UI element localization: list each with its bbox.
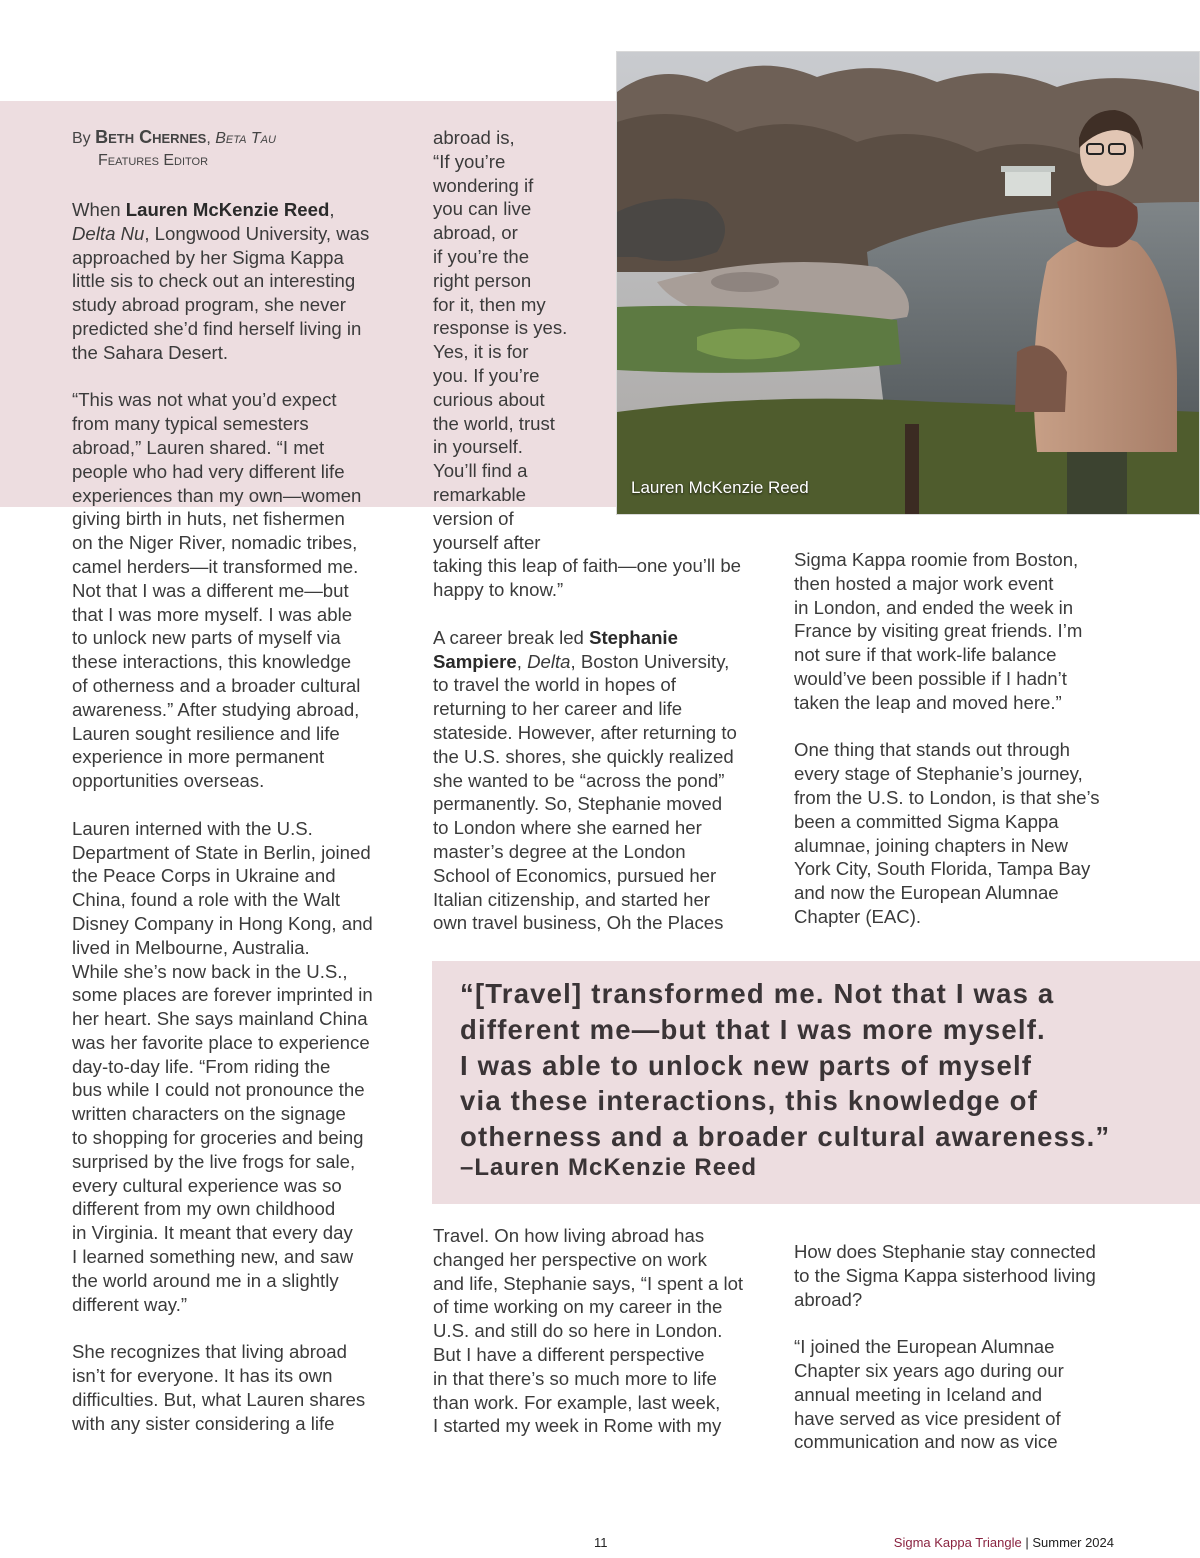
col2-paragraph-3 [433, 1224, 773, 1438]
text-line: returning to her career and life [433, 698, 683, 720]
text-line: in yourself. [433, 436, 523, 458]
text-line: I learned something new, and saw [72, 1246, 354, 1268]
col1-paragraph-1 [72, 198, 407, 365]
text-line: approached by her Sigma Kappa [72, 246, 344, 268]
text-line: different from my own childhood [72, 1198, 336, 1220]
text-line: awareness.” After studying abroad, [72, 698, 360, 720]
text-line: you can live [433, 198, 532, 220]
text-line: from the U.S. to London, is that she’s [794, 786, 1100, 808]
text-line: opportunities overseas. [72, 770, 265, 792]
text-line: these interactions, this knowledge [72, 651, 352, 673]
text-line: abroad? [794, 1288, 863, 1310]
byline-by: By [72, 130, 91, 147]
text-line: than work. For example, last week, [433, 1391, 721, 1413]
col1-paragraph-3 [72, 817, 407, 1317]
text-line: camel herders—it transformed me. [72, 555, 359, 577]
text-line: surprised by the live frogs for sale, [72, 1150, 356, 1172]
col3-paragraph-2 [794, 738, 1134, 928]
text-line: you. If you’re [433, 364, 540, 386]
text-line: giving birth in huts, net fishermen [72, 508, 345, 530]
text-line: wondering if [433, 174, 534, 196]
text-line: She recognizes that living abroad [72, 1341, 347, 1363]
col3-paragraph-4 [794, 1335, 1134, 1454]
text-line: abroad, or [433, 222, 518, 244]
text-line: Travel. On how living abroad has [433, 1225, 705, 1246]
footer-separator: | [1025, 1535, 1029, 1550]
col1-paragraph-4 [72, 1340, 407, 1435]
text-line: experience in more permanent [72, 746, 325, 768]
photo-lauren-park [616, 51, 1200, 515]
col2-paragraph-2 [433, 626, 773, 935]
text-line: and now the European Alumnae [794, 882, 1059, 904]
text-line: predicted she’d find herself living in [72, 317, 362, 339]
text-line: response is yes. [433, 317, 568, 339]
pullquote-text [460, 976, 1110, 1155]
name-stephanie: Stephanie [589, 626, 678, 648]
text-line: remarkable [433, 483, 527, 505]
text-line: “If you’re [433, 150, 506, 172]
text-line: happy to know.” [433, 579, 564, 601]
text-line: changed her perspective on work [433, 1248, 707, 1270]
text-line: U.S. and still do so here in London. [433, 1320, 723, 1342]
text-line: Italian citizenship, and started her [433, 888, 710, 910]
name-lauren: Lauren McKenzie Reed [125, 199, 330, 220]
text-line: the Sahara Desert. [72, 341, 229, 363]
text-line: curious about [433, 388, 545, 410]
byline-chapter: Beta Tau [215, 130, 276, 147]
text-line: alumnae, joining chapters in New [794, 834, 1068, 856]
text-line: taking this leap of faith—one you’ll be [433, 555, 742, 577]
text-line: “I joined the European Alumnae [794, 1336, 1055, 1358]
text-line: Disney Company in Hong Kong, and [72, 912, 373, 934]
text-line: lived in Melbourne, Australia. [72, 936, 310, 958]
column-3-top [794, 548, 1134, 929]
text-line: China, found a role with the Walt [72, 889, 341, 911]
text-run: , Longwood University, was [144, 222, 370, 244]
text-line: she wanted to be “across the pond” [433, 769, 725, 791]
text-line: You’ll find a [433, 460, 528, 482]
text-run: A career break led [433, 626, 584, 648]
text-line: to shopping for groceries and being [72, 1127, 364, 1149]
text-line: bus while I could not pronounce the [72, 1079, 365, 1101]
text-line: School of Economics, pursued her [433, 864, 717, 886]
text-line: France by visiting great friends. I’m [794, 620, 1083, 642]
name-sampiere: Sampiere [433, 650, 517, 672]
text-line: Chapter (EAC). [794, 905, 922, 927]
pullquote-line: I was able to unlock new parts of myself [460, 1049, 1033, 1081]
column-2-bottom [433, 1224, 773, 1438]
text-line: own travel business, Oh the Places [433, 912, 724, 934]
text-line: and life, Stephanie says, “I spent a lot [433, 1272, 744, 1294]
text-line: permanently. So, Stephanie moved [433, 793, 723, 815]
text-line: with any sister considering a life [72, 1412, 335, 1434]
text-line: not sure if that work-life balance [794, 644, 1057, 666]
col3-paragraph-1 [794, 548, 1134, 715]
text-line: While she’s now back in the U.S., [72, 960, 348, 982]
byline: By Beth Chernes, Beta Tau Features Editor [72, 126, 407, 172]
text-line: Chapter six years ago during our [794, 1359, 1064, 1381]
text-line: One thing that stands out through [794, 739, 1071, 761]
text-line: to the Sigma Kappa sisterhood living [794, 1264, 1096, 1286]
text-line: Lauren sought resilience and life [72, 722, 340, 744]
pullquote-line: different me—but that I was more myself. [460, 1013, 1046, 1045]
text-line: How does Stephanie stay connected [794, 1241, 1096, 1262]
text-line: the world, trust [433, 412, 555, 434]
text-line: abroad,” Lauren shared. “I met [72, 436, 325, 458]
text-line: taken the leap and moved here.” [794, 691, 1062, 713]
text-line: the Peace Corps in Ukraine and [72, 865, 336, 887]
text-line: study abroad program, she never [72, 294, 346, 316]
text-line: right person [433, 269, 532, 291]
text-line: her heart. She says mainland China [72, 1008, 368, 1030]
text-run: , Boston University, [570, 650, 730, 672]
text-line: to unlock new parts of myself via [72, 627, 341, 649]
text-line: Yes, it is for [433, 341, 529, 363]
text-line: yourself after [433, 531, 541, 553]
text-line: was her favorite place to experience [72, 1031, 370, 1053]
text-line: that I was more myself. I was able [72, 603, 353, 625]
text-line: I started my week in Rome with my [433, 1415, 722, 1437]
page-number: 11 [594, 1535, 608, 1550]
text-line: on the Niger River, nomadic tribes, [72, 532, 358, 554]
text-line: then hosted a major work event [794, 572, 1054, 594]
text-line: been a committed Sigma Kappa [794, 810, 1059, 832]
text-line: people who had very different life [72, 460, 345, 482]
text-line: in London, and ended the week in [794, 596, 1074, 618]
footer-publication [894, 1535, 1114, 1550]
text-line: annual meeting in Iceland and [794, 1383, 1043, 1405]
byline-title: Features Editor [98, 152, 209, 169]
text-line: Not that I was a different me—but [72, 579, 349, 601]
text-line: version of [433, 507, 514, 529]
text-line: difficulties. But, what Lauren shares [72, 1388, 366, 1410]
pullquote-line: “[Travel] transformed me. Not that I was a [460, 978, 1055, 1009]
column-3-bottom [794, 1240, 1134, 1454]
col3-paragraph-3 [794, 1240, 1134, 1311]
text-line: York City, South Florida, Tampa Bay [794, 858, 1091, 880]
text-line: communication and now as vice [794, 1431, 1058, 1453]
text-line: different way.” [72, 1293, 188, 1315]
text-line: if you’re the [433, 245, 530, 267]
text-line: abroad is, [433, 127, 515, 148]
text-line: Lauren interned with the U.S. [72, 817, 313, 839]
text-line: Department of State in Berlin, joined [72, 841, 371, 863]
photo-caption: Lauren McKenzie Reed [631, 478, 809, 497]
text-line: for it, then my [433, 293, 546, 315]
col1-paragraph-2 [72, 388, 407, 793]
text-run: When [72, 199, 121, 220]
chapter-delta: Delta [527, 650, 571, 672]
text-line: “This was not what you’d expect [72, 389, 337, 411]
text-line: experiences than my own—women [72, 484, 362, 506]
text-line: of otherness and a broader cultural [72, 674, 361, 696]
byline-author: Beth Chernes [95, 127, 207, 147]
pullquote-line: via these interactions, this knowledge of [460, 1085, 1038, 1117]
footer-issue: Summer 2024 [1032, 1535, 1114, 1550]
text-run: , [329, 199, 335, 220]
text-line: written characters on the signage [72, 1103, 346, 1125]
text-line: stateside. However, after returning to [433, 721, 737, 743]
text-line: little sis to check out an interesting [72, 270, 356, 292]
text-line: in Virginia. It meant that every day [72, 1222, 353, 1244]
text-line: But I have a different perspective [433, 1343, 705, 1365]
text-line: in that there’s so much more to life [433, 1367, 717, 1389]
text-line: would’ve been possible if I hadn’t [794, 667, 1067, 689]
text-run: , [516, 650, 522, 672]
text-line: to travel the world in hopes of [433, 674, 676, 696]
text-line: every cultural experience was so [72, 1174, 342, 1196]
text-line: master’s degree at the London [433, 840, 686, 862]
text-line: isn’t for everyone. It has its own [72, 1365, 333, 1387]
text-line: some places are forever imprinted in [72, 984, 373, 1006]
footer-brand: Sigma Kappa Triangle [893, 1535, 1022, 1550]
pullquote-line: otherness and a broader cultural awareness.” [460, 1121, 1111, 1153]
text-line: to London where she earned her [433, 817, 702, 839]
text-line: of time working on my career in the [433, 1296, 723, 1318]
text-line: the world around me in a slightly [72, 1269, 339, 1291]
text-line: Sigma Kappa roomie from Boston, [794, 549, 1079, 570]
text-line: from many typical semesters [72, 413, 309, 435]
text-line: day-to-day life. “From riding the [72, 1055, 331, 1077]
chapter-delta-nu: Delta Nu [72, 222, 145, 244]
column-1 [72, 126, 407, 1435]
pullquote-attribution: –Lauren McKenzie Reed [460, 1154, 758, 1181]
text-line: the U.S. shores, she quickly realized [433, 745, 734, 767]
text-line: have served as vice president of [794, 1407, 1061, 1429]
photo-illustration [617, 52, 1200, 515]
text-line: every stage of Stephanie’s journey, [794, 763, 1083, 785]
